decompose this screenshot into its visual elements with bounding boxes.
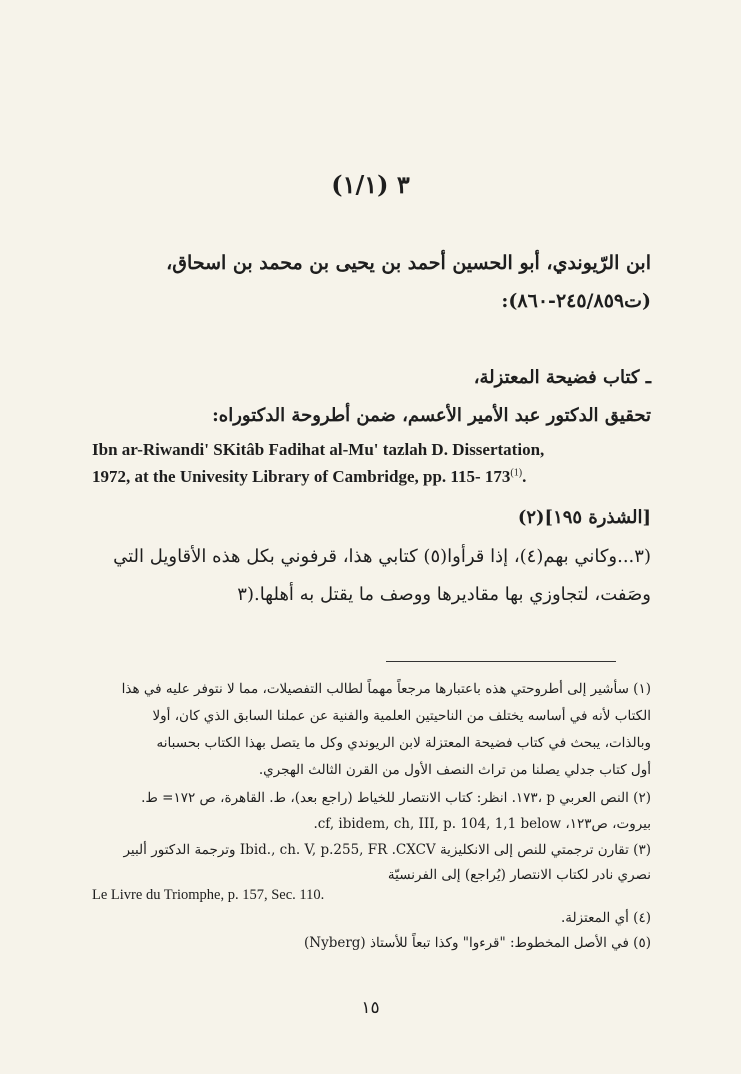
english-reference-line-2 [92,467,662,487]
footnote-1-line-4: أول كتاب جدلي يصلنا من تراث النصف الأول من القرن الثالث الهجري. [258,762,651,778]
footnote-1-line-2: الكتاب لأنه في أساسه يختلف من الناحيتين العلمية والفنية عن عملنا السابق الذي كان، أولا [152,708,651,724]
footnote-1-line-1: (١) سأشير إلى أطروحتي هذه باعتبارها مرجعاً مهماً لطالب التفصيلات، مما لا نتوفر عليه في هذا [121,681,651,697]
page-number: ١٥ [361,998,380,1018]
footnote-5: (٥) في الأصل المخطوط: "قرءوا" وكذا تبعاً للأستاذ (Nyberg) [303,935,651,951]
edition-line: تحقيق الدكتور عبد الأمير الأعسم، ضمن أطروحة الدكتوراه: [212,405,651,426]
footnote-2-line-1: (٢) النص العربي p ،١٧٣. انظر: كتاب الانتصار للخياط (راجع بعد)، ط. القاهرة، ص ١٧٢= ط. [141,790,651,806]
fragment-text-line-1: (٣...وكاني بهم(٤)، إذا قرأوا(٥) كتابي هذا، قرفوني بكل هذه الأقاويل التي [113,546,651,567]
footnote-4: (٤) أي المعتزلة. [560,910,651,926]
footnote-3-line-2: نصري نادر لكتاب الانتصار (يُراجع) إلى الفرنسيّة [387,867,651,883]
fragment-text-line-2: وصَفت، لتجاوزي بها مقاديرها ووصف ما يقتل به أهلها.(٣ [237,584,651,605]
footnote-divider [386,661,616,662]
english-reference-text: 1972, at the Univesity Library of Cambridge, pp. 115- 173 [92,467,511,486]
footnote-marker: (1) [510,467,523,479]
footnote-2-line-2: بيروت، ص١٢٣، cf, ibidem, ch, III, p. 104, 1,1 below. [313,816,651,832]
footnote-3-line-3: Le Livre du Triomphe, p. 157, Sec. 110. [92,887,325,903]
entry-number: ٣ (١/١) [331,170,410,199]
author-line-2: (ت٢٤٥/٨٥٩-٨٦٠): [501,290,651,312]
author-line-1: ابن الرّيوندي، أبو الحسين أحمد بن يحيى بن محمد بن اسحاق، [166,252,651,274]
footnote-1-line-3: وبالذات، يبحث في كتاب فضيحة المعتزلة لابن الريوندي وكل ما يتصل بهذا الكتاب بحسبانه [156,735,651,751]
english-reference-line-1: Ibn ar-Riwandi' SKitâb Fadihat al-Mu' tazlah D. Dissertation, [92,440,545,459]
footnote-3-line-1: (٣) تقارن ترجمتي للنص إلى الانكليزية Ibid., ch. V, p.255, FR .CXCV وترجمة الدكتور ألبير [123,842,651,858]
book-title: ـ كتاب فضيحة المعتزلة، [473,367,651,388]
period: . [522,467,527,486]
fragment-heading: [الشذرة ١٩٥](٢) [517,507,651,528]
